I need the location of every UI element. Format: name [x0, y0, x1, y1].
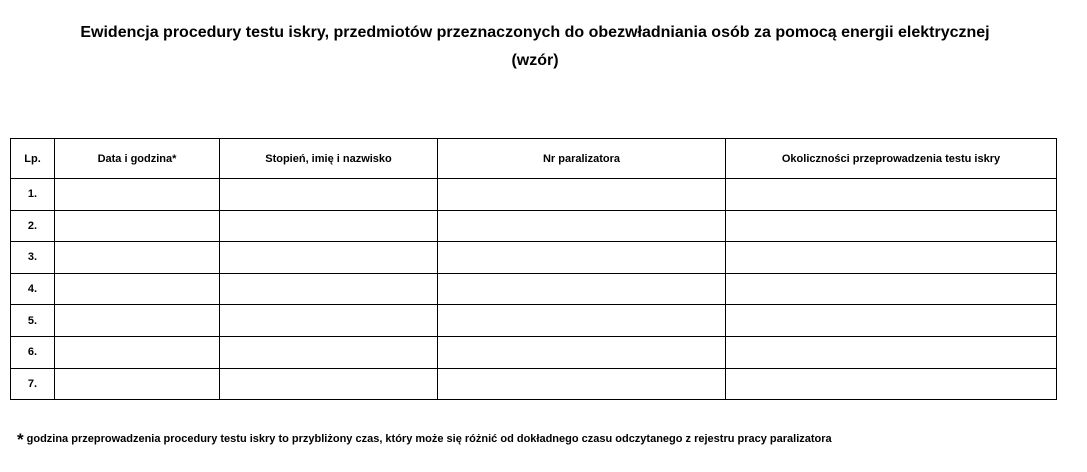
taser-number-cell	[438, 305, 726, 337]
date-time-cell	[55, 336, 220, 368]
circumstances-cell	[726, 210, 1057, 242]
circumstances-cell	[726, 273, 1057, 305]
table-row	[11, 242, 1057, 274]
taser-number-cell	[438, 242, 726, 274]
table-row	[11, 368, 1057, 400]
row-number: 3.	[11, 242, 55, 274]
rank-name-cell	[220, 336, 438, 368]
column-header-date-time: Data i godzina*	[55, 139, 220, 179]
date-time-cell	[55, 242, 220, 274]
rank-name-cell	[220, 210, 438, 242]
date-time-cell	[55, 210, 220, 242]
rank-name-cell	[220, 305, 438, 337]
table-row	[11, 336, 1057, 368]
rank-name-cell	[220, 368, 438, 400]
row-number: 6.	[11, 336, 55, 368]
date-time-cell	[55, 273, 220, 305]
rank-name-cell	[220, 242, 438, 274]
row-number: 7.	[11, 368, 55, 400]
taser-number-cell	[438, 336, 726, 368]
circumstances-cell	[726, 179, 1057, 211]
row-number: 1.	[11, 179, 55, 211]
taser-number-cell	[438, 179, 726, 211]
date-time-cell	[55, 368, 220, 400]
table-row	[11, 179, 1057, 211]
column-header-circumstances: Okoliczności przeprowadzenia testu iskry	[726, 139, 1057, 179]
circumstances-cell	[726, 336, 1057, 368]
footnote-text: godzina przeprowadzenia procedury testu iskry to przybliżony czas, który może się różnić od dokładnego czasu odczytanego z rejestru pracy paralizatora	[26, 433, 832, 445]
circumstances-cell	[726, 305, 1057, 337]
register-table	[10, 138, 1057, 400]
column-header-lp: Lp.	[11, 139, 55, 179]
row-number: 4.	[11, 273, 55, 305]
taser-number-cell	[438, 210, 726, 242]
circumstances-cell	[726, 242, 1057, 274]
rank-name-cell	[220, 179, 438, 211]
taser-number-cell	[438, 273, 726, 305]
column-header-rank-name: Stopień, imię i nazwisko	[220, 139, 438, 179]
row-number: 5.	[11, 305, 55, 337]
date-time-cell	[55, 305, 220, 337]
title-line-1: Ewidencja procedury testu iskry, przedmiotów przeznaczonych do obezwładniania osób za pomocą energii elektrycznej	[80, 24, 990, 41]
column-header-taser-number: Nr paralizatora	[438, 139, 726, 179]
title-line-2: (wzór)	[511, 52, 559, 69]
document-title	[0, 19, 1070, 75]
table-row	[11, 305, 1057, 337]
rank-name-cell	[220, 273, 438, 305]
header-row	[11, 139, 1057, 179]
table-row	[11, 273, 1057, 305]
table-row	[11, 210, 1057, 242]
footnote	[17, 430, 832, 450]
taser-number-cell	[438, 368, 726, 400]
date-time-cell	[55, 179, 220, 211]
row-number: 2.	[11, 210, 55, 242]
footnote-marker: *	[17, 430, 24, 449]
circumstances-cell	[726, 368, 1057, 400]
